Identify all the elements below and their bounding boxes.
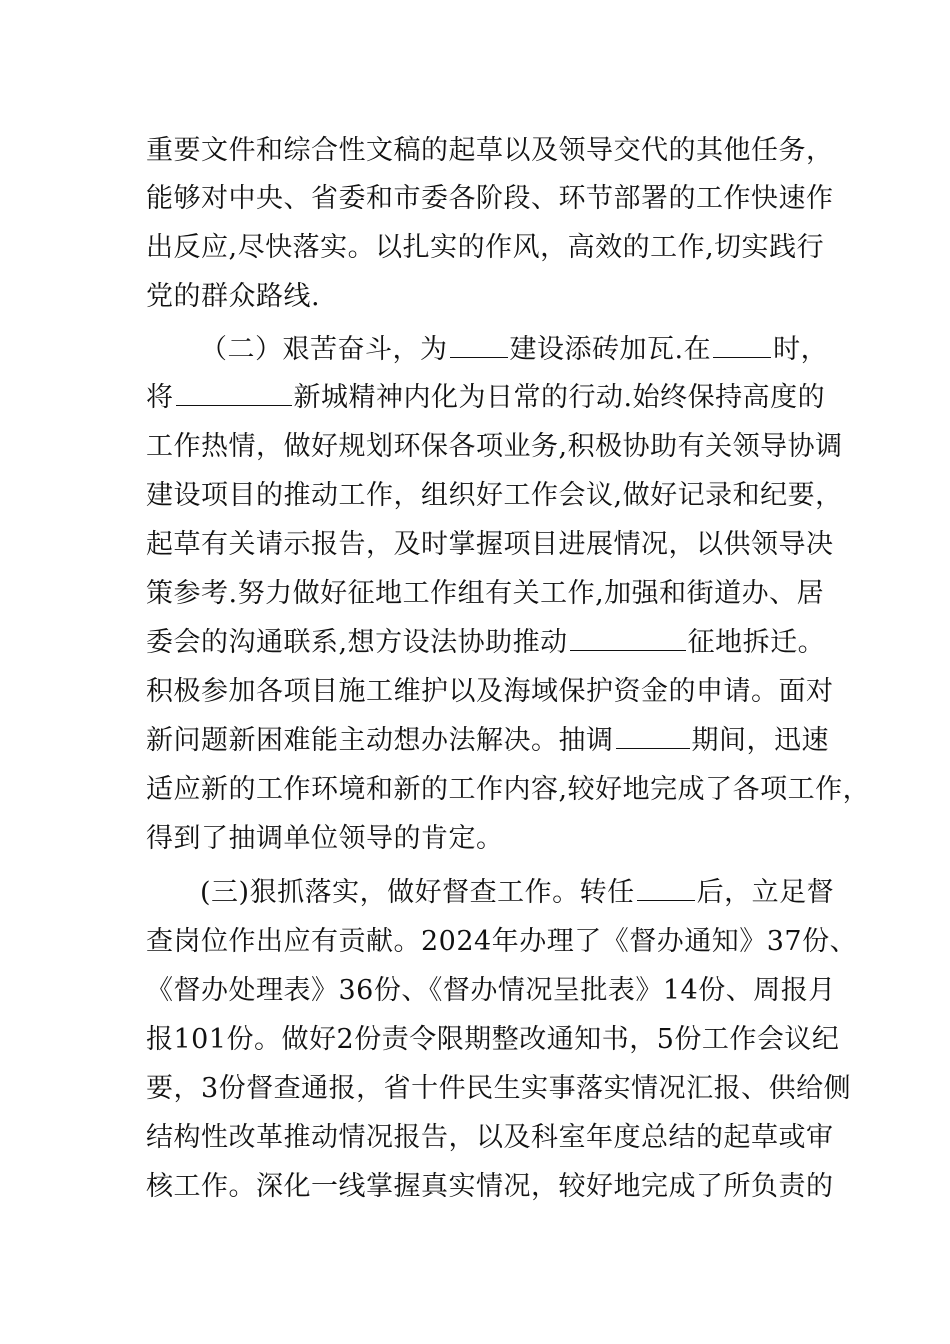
text-line: 积极参加各项目施工维护以及海域保护资金的申请。面对 — [146, 676, 834, 707]
section-2-heading-line — [200, 330, 880, 370]
text-segment: (三)狠抓落实，做好督查工作。转任 — [200, 877, 635, 908]
text-segment: 时， — [773, 334, 829, 365]
text-line: 查岗位作出应有贡献。2024年办理了《督办通知》37份、 — [146, 926, 858, 957]
text-segment: 新城精神内化为日常的行动.始终保持高度的 — [293, 382, 826, 413]
text-segment: 新问题新困难能主动想办法解决。抽调 — [146, 725, 614, 756]
text-line: 能够对中央、省委和市委各阶段、环节部署的工作快速作 — [146, 183, 834, 214]
text-line: 核工作。深化一线掌握真实情况，较好地完成了所负责的 — [146, 1171, 834, 1202]
fill-in-blank — [450, 331, 508, 358]
text-line: 党的群众路线. — [146, 281, 321, 312]
text-line: 策参考.努力做好征地工作组有关工作,加强和街道办、居 — [146, 578, 825, 609]
text-line: 重要文件和综合性文稿的起草以及领导交代的其他任务， — [146, 135, 834, 166]
text-line: 适应新的工作环境和新的工作内容,较好地完成了各项工作， — [146, 774, 871, 805]
text-segment: 征地拆迁。 — [687, 627, 826, 658]
text-segment: 委会的沟通联系,想方设法协助推动 — [146, 627, 568, 658]
text-line: 报101份。做好2份责令限期整改通知书，5份工作会议纪 — [146, 1024, 840, 1055]
section-3-heading-line — [200, 873, 880, 913]
fill-in-blank — [176, 379, 292, 406]
text-segment: 建设添砖加瓦.在 — [509, 334, 712, 365]
fill-in-blank — [570, 624, 686, 651]
text-line: 要，3份督查通报，省十件民生实事落实情况汇报、供给侧 — [146, 1073, 852, 1104]
fill-in-blank — [616, 722, 690, 749]
fill-in-blank — [713, 331, 771, 358]
text-segment: 将 — [146, 382, 174, 413]
text-line: 建设项目的推动工作，组织好工作会议,做好记录和纪要， — [146, 480, 843, 511]
text-line: 出反应,尽快落实。以扎实的作风，高效的工作,切实践行 — [146, 232, 825, 263]
text-line: 结构性改革推动情况报告，以及科室年度总结的起草或审 — [146, 1122, 834, 1153]
fill-in-blank — [637, 874, 695, 901]
text-line: 工作热情，做好规划环保各项业务,积极协助有关领导协调 — [146, 431, 843, 462]
text-line: 起草有关请示报告，及时掌握项目进展情况，以供领导决 — [146, 529, 834, 560]
text-segment: 期间，迅速 — [691, 725, 829, 756]
text-line — [146, 721, 829, 761]
text-segment: 后，立足督 — [696, 877, 835, 908]
text-line — [146, 623, 826, 663]
text-line — [146, 378, 826, 418]
text-line: 《督办处理表》36份、《督办情况呈批表》14份、周报月 — [146, 975, 836, 1006]
text-segment: （二）艰苦奋斗，为 — [200, 334, 448, 365]
text-line: 得到了抽调单位领导的肯定。 — [146, 823, 504, 854]
